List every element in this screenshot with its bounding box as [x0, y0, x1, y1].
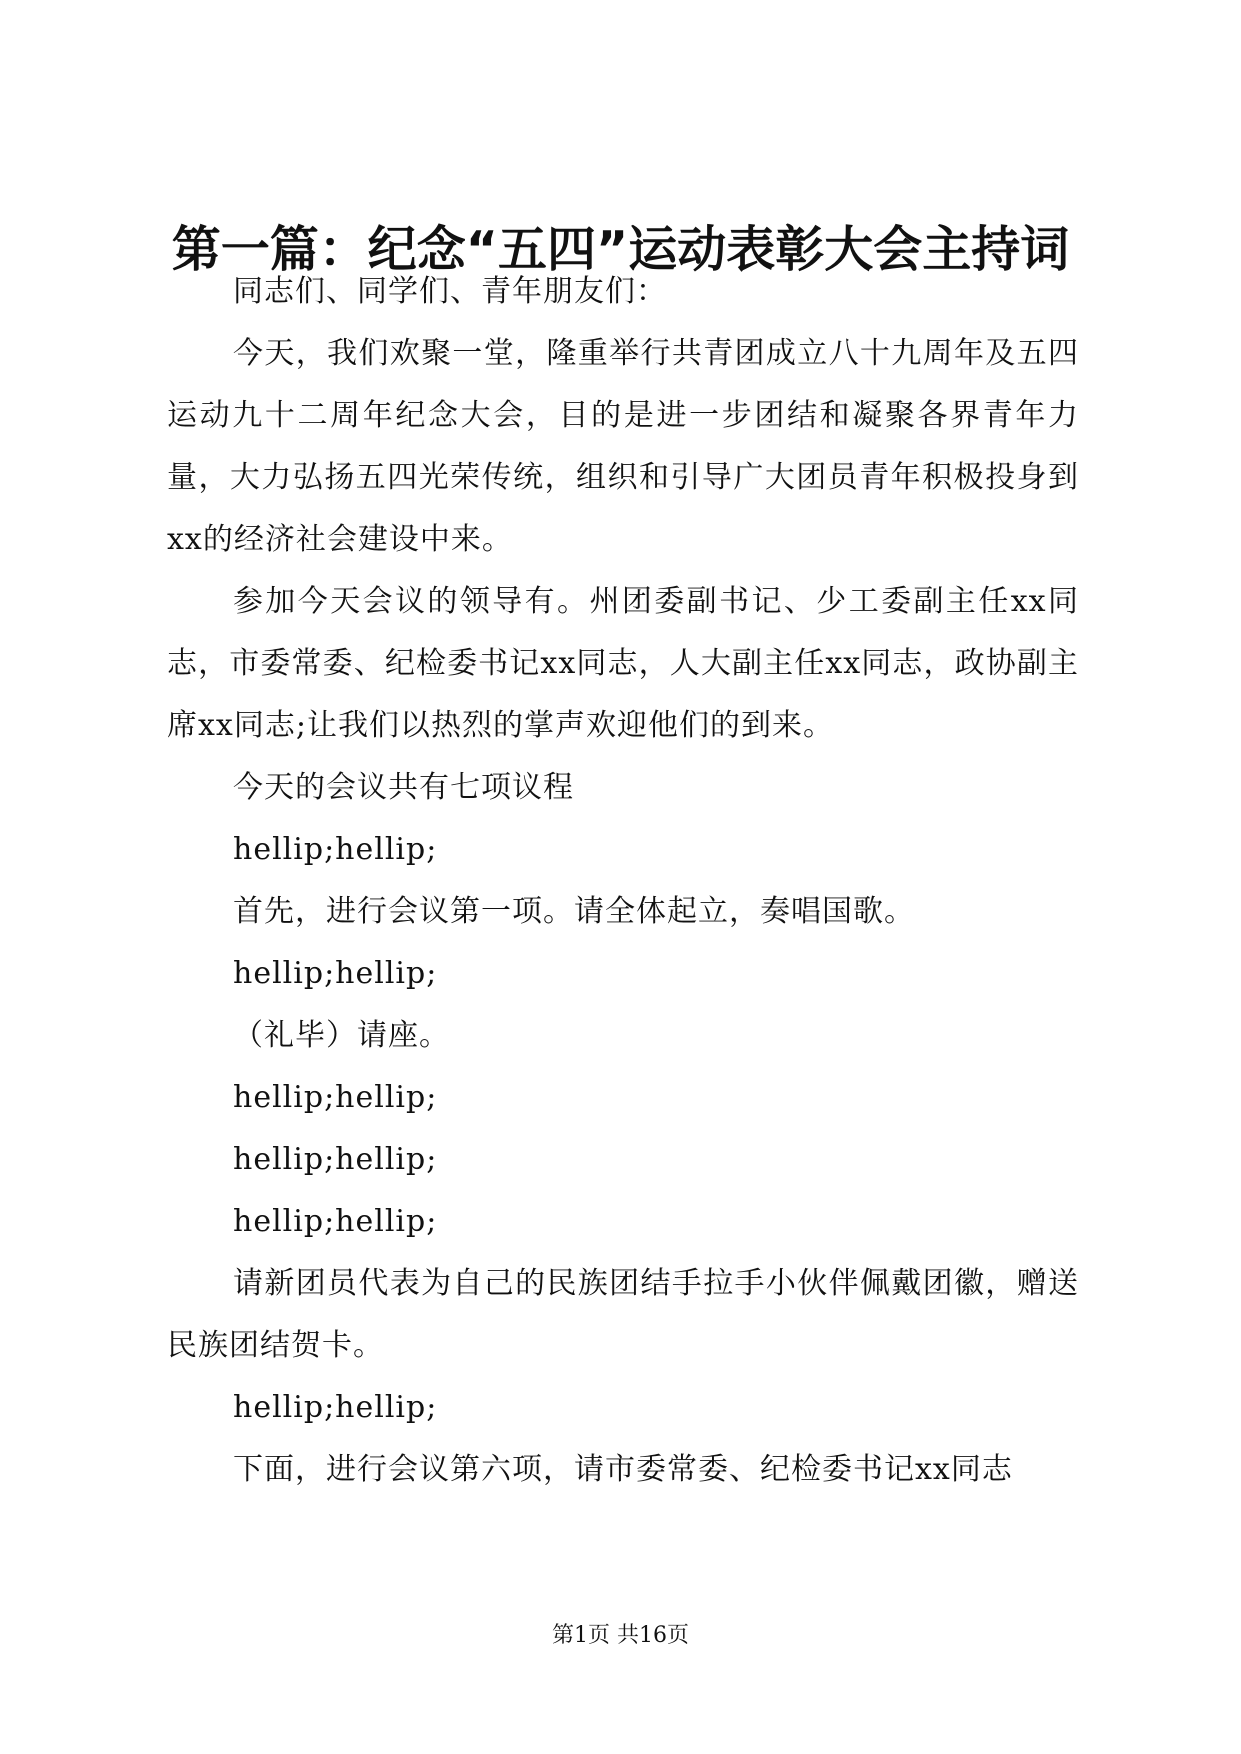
- paragraph: hellip;hellip;: [233, 1142, 438, 1177]
- paragraph: hellip;hellip;: [233, 1204, 438, 1239]
- paragraph: 同志们、同学们、青年朋友们：: [233, 274, 667, 309]
- paragraph: hellip;hellip;: [233, 956, 438, 991]
- paragraph: hellip;hellip;: [233, 832, 438, 867]
- paragraph: 今天，我们欢聚一堂，隆重举行共青团成立八十九周年及五四运动九十二周年纪念大会，目的是进一步团结和凝聚各界青年力量，大力弘扬五四光荣传统，组织和引导广大团员青年积极投身到xx的经济社会建设中来。: [167, 336, 1079, 557]
- document-body: [167, 261, 1079, 1501]
- paragraph: 下面，进行会议第六项，请市委常委、纪检委书记xx同志: [233, 1452, 1013, 1487]
- paragraph: hellip;hellip;: [233, 1390, 438, 1425]
- paragraph: 今天的会议共有七项议程: [233, 770, 574, 805]
- paragraph: （礼毕）请座。: [233, 1018, 450, 1053]
- paragraph: hellip;hellip;: [233, 1080, 438, 1115]
- page-footer: 第1页 共16页: [552, 1623, 689, 1648]
- paragraph: 请新团员代表为自己的民族团结手拉手小伙伴佩戴团徽，赠送民族团结贺卡。: [167, 1266, 1079, 1363]
- paragraph: 参加今天会议的领导有。州团委副书记、少工委副主任xx同志，市委常委、纪检委书记xx同志，人大副主任xx同志，政协副主席xx同志;让我们以热烈的掌声欢迎他们的到来。: [167, 584, 1079, 743]
- paragraph: 首先，进行会议第一项。请全体起立，奏唱国歌。: [233, 894, 915, 929]
- document-title: 第一篇：纪念“五四”运动表彰大会主持词: [171, 221, 1070, 278]
